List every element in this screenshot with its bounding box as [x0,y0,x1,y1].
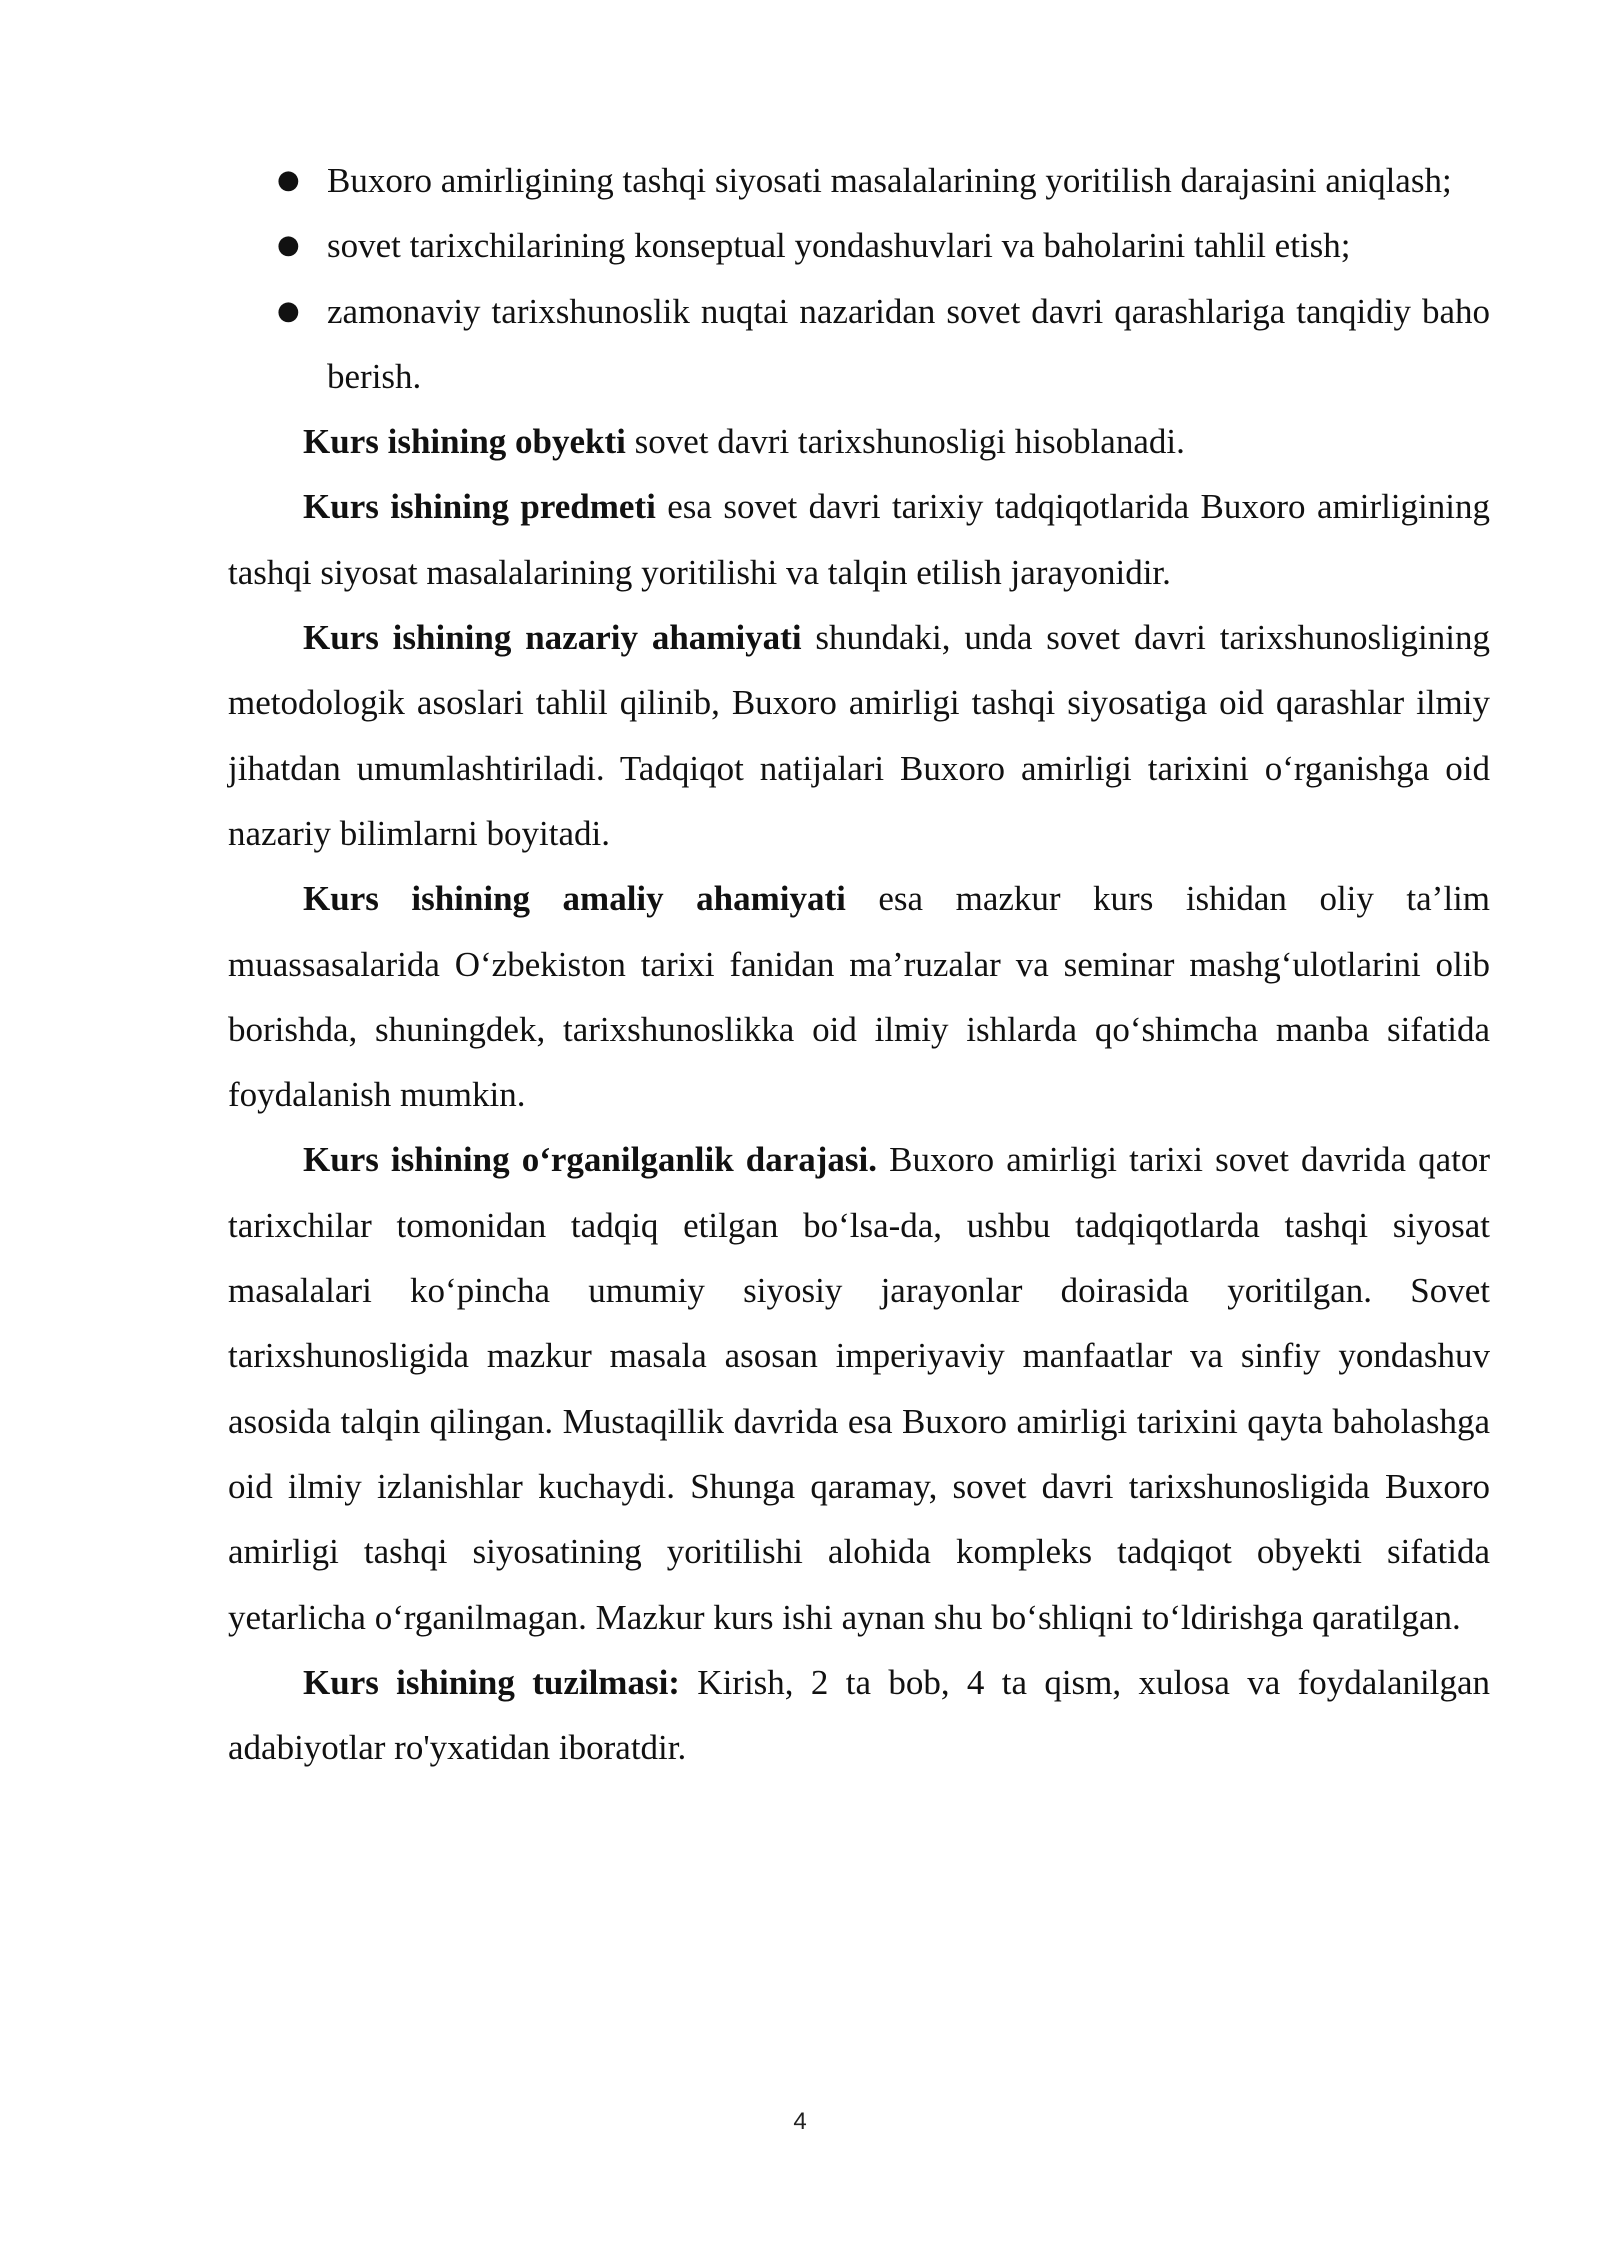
list-item [228,279,1490,410]
paragraph-heading: Kurs ishining predmeti [303,487,656,527]
page-number: 4 [793,2108,807,2135]
paragraph-text: Kirish, 2 ta bob, 4 ta qism, xulosa va foydalanilgan adabiyotlar ro'yxatidan iboratdir. [228,1662,1490,1768]
paragraph-heading: Kurs ishining tuzilmasi: [303,1662,680,1702]
paragraph-practical-significance [228,866,1490,1127]
list-item-text: Buxoro amirligining tashqi siyosati masalalarining yoritilish darajasini aniqlash; [327,161,1452,200]
bullet-icon: ● [277,295,300,326]
list-item-text: zamonaviy tarixshunoslik nuqtai nazaridan sovet davri qarashlariga tanqidiy baho berish. [327,291,1490,396]
paragraph-text: Buxoro amirligi tarixi sovet davrida qator tarixchilar tomonidan tadqiq etilgan bo‘lsa-da, ushbu tadqiqotlarda tashqi siyosat masalalari ko‘pincha umumiy siyosiy jarayonlar doirasida yoritilgan. Sovet tarixshunosligida mazkur masala asosan imperiyaviy manfaatlar va sinfiy yondashuv asosida talqin qilingan. Mustaqillik davrida esa Buxoro amirligi tarixini qayta baholashga oid ilmiy izlanishlar kuchaydi. Shunga qaramay, sovet davri tarixshunosligida Buxoro amirligi tashqi siyosatining yoritilishi alohida kompleks tadqiqot obyekti sifatida yetarlicha o‘rganilmagan. Mazkur kurs ishi aynan shu bo‘shliqni to‘ldirishga qaratilgan. [228,1140,1490,1637]
paragraph-theoretical-significance [228,605,1490,866]
paragraph-text: sovet davri tarixshunosligi hisoblanadi. [625,422,1185,462]
bullet-icon: ● [277,165,300,195]
list-item-text: sovet tarixchilarining konseptual yondashuvlari va baholarini tahlil etish; [327,226,1351,266]
paragraph-heading: Kurs ishining amaliy ahamiyati [303,879,846,919]
bullet-icon: ● [277,230,300,261]
list-item [228,213,1490,278]
page-body [228,148,1490,1780]
list-item [228,148,1490,213]
paragraph-heading: Kurs ishining nazariy ahamiyati [303,618,802,658]
task-list [228,148,1490,409]
paragraph-level-of-study [228,1127,1490,1649]
paragraph-subject [228,474,1490,605]
paragraph-heading: Kurs ishining obyekti [303,422,626,462]
paragraph-text: shundaki, unda sovet davri tarixshunosligining metodologik asoslari tahlil qilinib, Buxoro amirligi tashqi siyosatiga oid qarashlar ilmiy jihatdan umumlashtiriladi. Tadqiqot natijalari Buxoro amirligi tarixini o‘rganishga oid nazariy bilimlarni boyitadi. [228,618,1490,853]
paragraph-text: esa sovet davri tarixiy tadqiqotlarida Buxoro amirligining tashqi siyosat masalalarining yoritilishi va talqin etilish jarayonidir. [228,487,1490,592]
paragraph-heading: Kurs ishining o‘rganilganlik darajasi. [303,1140,878,1180]
paragraph-text: esa mazkur kurs ishidan oliy ta’lim muassasalarida O‘zbekiston tarixi fanidan ma’ruzalar va seminar mashg‘ulotlarini olib borishda, shuningdek, tarixshunoslikka oid ilmiy ishlarda qo‘shimcha manba sifatida foydalanish mumkin. [228,879,1490,1115]
paragraph-object [228,409,1490,474]
paragraph-structure [228,1650,1490,1781]
